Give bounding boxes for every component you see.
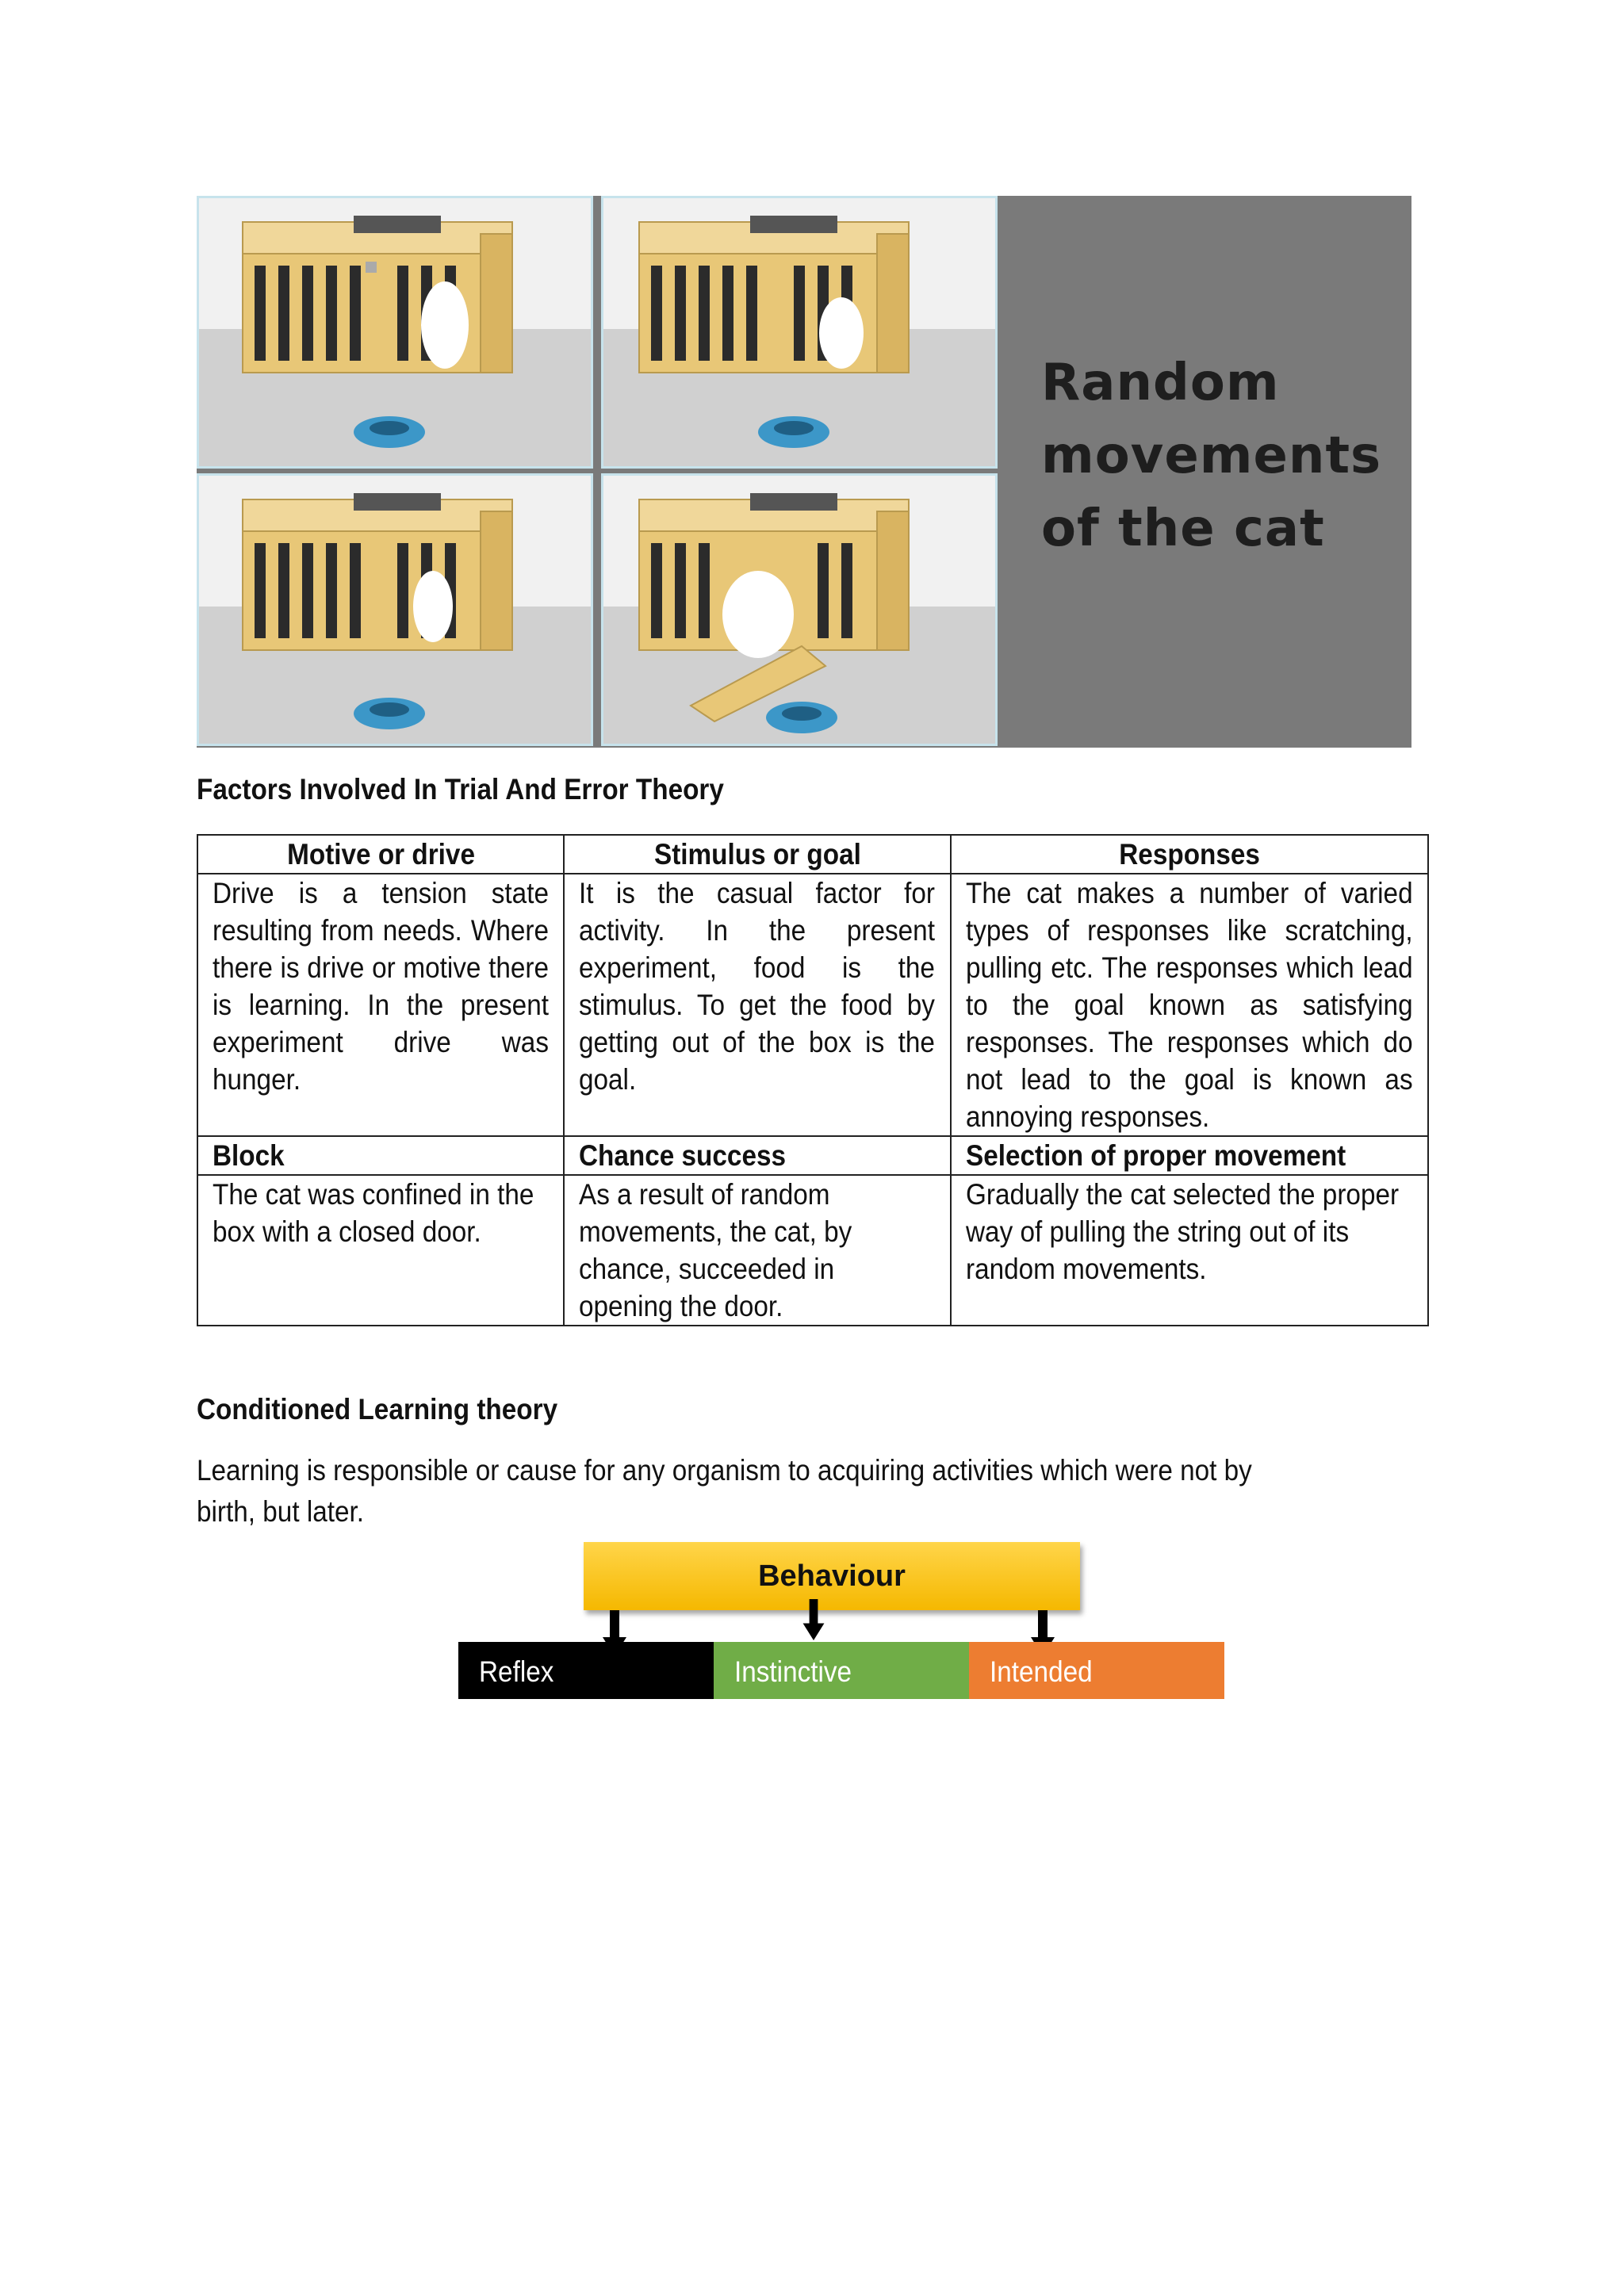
figure-caption: Random movements of the cat [1041, 354, 1382, 558]
table-header-cell: Motive or drive [197, 835, 564, 874]
table-cell: Gradually the cat selected the proper way of pulling the string out of its random movements. [951, 1175, 1428, 1326]
intended-label: Intended [990, 1655, 1093, 1688]
table-cell: As a result of random movements, the cat, by chance, succeeded in opening the door. [564, 1175, 950, 1326]
cage-illustration [603, 476, 998, 746]
table-header-row [197, 835, 1428, 874]
trial-error-figure [197, 196, 1411, 748]
behaviour-diagram [458, 1542, 1228, 1705]
table-row [197, 1175, 1428, 1326]
cage-illustration [199, 198, 593, 469]
reflex-box [458, 1642, 714, 1699]
factors-table [197, 834, 1429, 1326]
intended-box [969, 1642, 1224, 1699]
arrow-down-icon [802, 1599, 825, 1640]
cage-illustration [603, 198, 998, 469]
conditioned-paragraph: Learning is responsible or cause for any organism to acquiring activities which were not by birth, but later. [197, 1454, 1252, 1528]
table-cell: The cat was confined in the box with a closed door. [197, 1175, 564, 1326]
section-heading-conditioned: Conditioned Learning theory [197, 1393, 558, 1425]
table-header-cell: Stimulus or goal [564, 835, 950, 874]
cage-illustration [199, 476, 593, 746]
instinctive-label: Instinctive [734, 1655, 852, 1688]
behaviour-box: Behaviour [584, 1542, 1080, 1610]
instinctive-box [714, 1642, 969, 1699]
cage-panel-1 [197, 196, 593, 469]
reflex-label: Reflex [479, 1655, 554, 1688]
table-header-cell: Responses [951, 835, 1428, 874]
section-heading-trial-error: Factors Involved In Trial And Error Theory [197, 773, 724, 806]
table-subheader-row [197, 1136, 1428, 1175]
table-cell: Drive is a tension state resulting from needs. Where there is drive or motive there is learning. In the present experiment drive was hunger. [197, 874, 564, 1136]
cage-panel-4 [601, 473, 998, 746]
table-subheader-cell: Chance success [564, 1136, 950, 1175]
table-cell: It is the casual factor for activity. In the present experiment, food is the stimulus. To get the food by getting out of the box is the goal. [564, 874, 950, 1136]
table-subheader-cell: Selection of proper movement [951, 1136, 1428, 1175]
table-subheader-cell: Block [197, 1136, 564, 1175]
table-row [197, 874, 1428, 1136]
table-cell: The cat makes a number of varied types of responses like scratching, pulling etc. The responses which lead to the goal known as satisfying responses. The responses which do not lead to the goal is known as annoying responses. [951, 874, 1428, 1136]
cage-panel-3 [197, 473, 593, 746]
cage-panel-2 [601, 196, 998, 469]
